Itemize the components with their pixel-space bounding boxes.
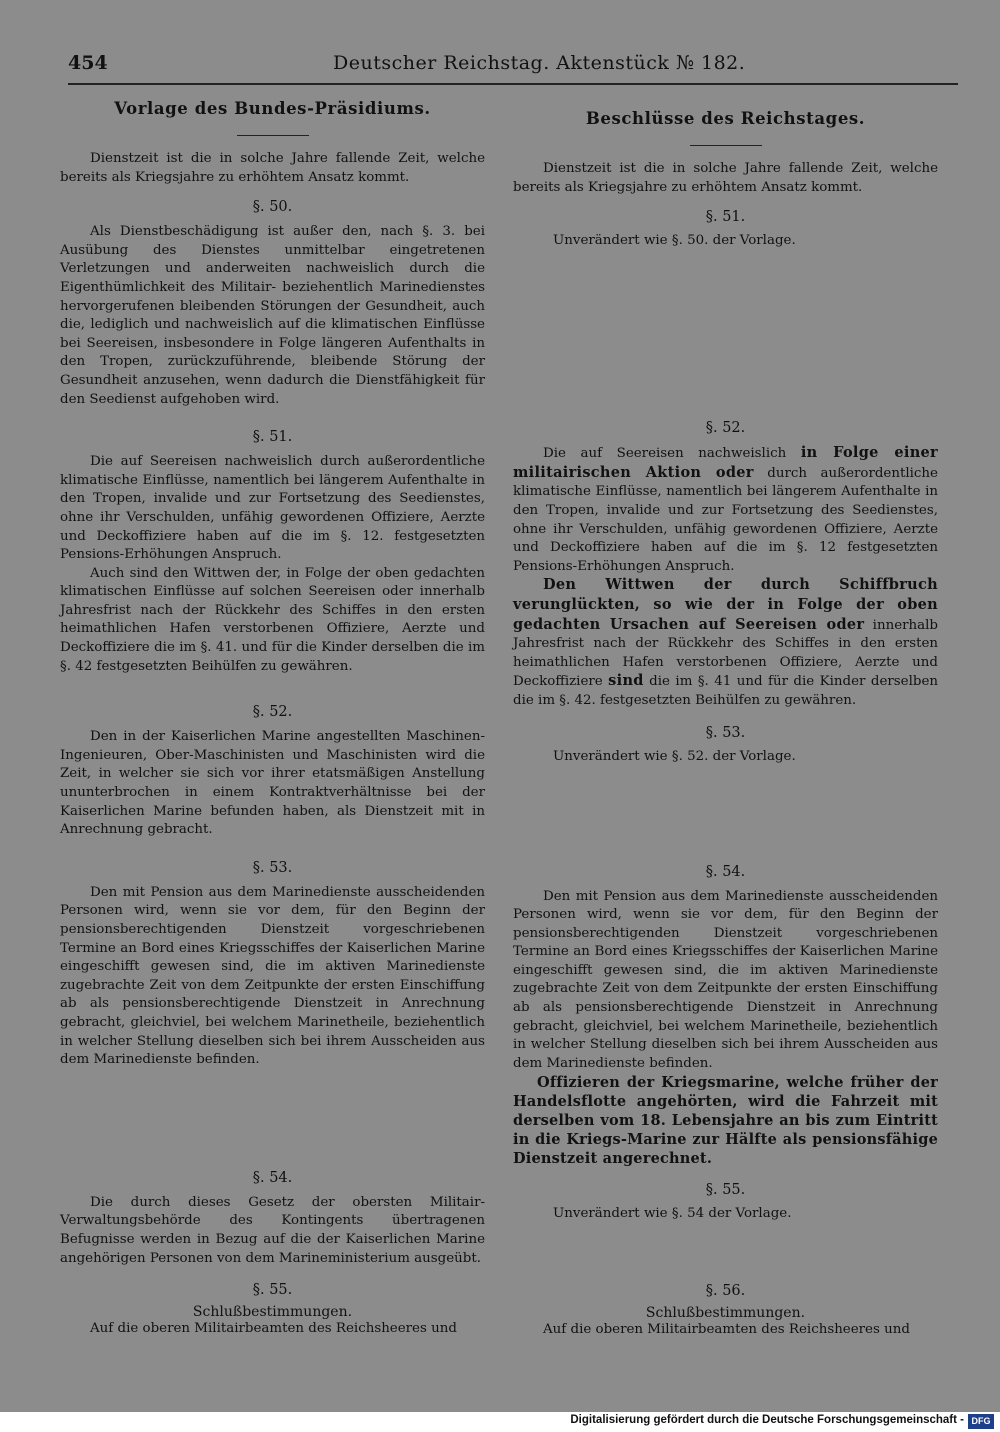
right-section-52-text-1 bbox=[513, 444, 938, 576]
right-section-51-heading: §. 51. bbox=[705, 209, 746, 226]
right-section-53-text: Unverändert wie §. 52. der Vorlage. bbox=[553, 748, 796, 764]
left-section-52-heading: §. 52. bbox=[252, 704, 293, 721]
right-section-51-text: Unverändert wie §. 50. der Vorlage. bbox=[553, 233, 796, 249]
right-section-54-amendment: Offizieren der Kriegsmarine, welche früher der Handelsflotte angehörten, wird die Fahrzeit mit derselben vom 18. Lebensjahre an bis zum Eintritt in die Kriegs-Marine zur Hälfte als pensionsfähige Dienstzeit angerechnet. bbox=[513, 1074, 938, 1168]
left-section-53-heading: §. 53. bbox=[252, 859, 293, 876]
right-section-54-heading: §. 54. bbox=[705, 863, 746, 880]
digitization-credit: Digitalisierung gefördert durch die Deutsche Forschungsgemeinschaft - bbox=[570, 1414, 964, 1426]
right-section-52-heading: §. 52. bbox=[705, 420, 746, 437]
right-s52-p1-a: Die auf Seereisen nachweislich bbox=[543, 446, 801, 462]
left-column-title: Vorlage des Bundes-Präsidiums. bbox=[114, 99, 431, 118]
right-s52-p1-bold: in Folge einer militairischen Aktion oder bbox=[513, 444, 938, 481]
right-final-text: Auf die oberen Militairbeamten des Reichsheeres und bbox=[543, 1322, 910, 1338]
left-section-50-text: Als Dienstbeschädigung ist außer den, nach §. 3. bei Ausübung des Dienstes unmittelbar eingetretenen Verletzungen und anderweiten nachweislich durch die Eigenthümlichkeit des Militair- beziehentlich Marinedienstes hervorgerufenen bleibenden Störungen der Gesundheit, auch die, lediglich und nachweislich auf die klimatischen Einflüsse bei Seereisen, insbesondere in Folge längeren Aufenthalts in den Tropen, zurückzuführende, bleibende Störung der Gesundheit anzusehen, wenn dadurch die Dienstfähigkeit für den Seedienst aufgehoben wird. bbox=[60, 224, 485, 407]
right-section-52-text-2 bbox=[513, 576, 938, 710]
right-s52-p2-bold-2: sind bbox=[608, 672, 644, 690]
right-section-55-text: Unverändert wie §. 54 der Vorlage. bbox=[553, 1206, 792, 1222]
running-head: Deutscher Reichstag. Aktenstück № 182. bbox=[333, 52, 746, 74]
left-final-text: Auf die oberen Militairbeamten des Reichsheeres und bbox=[90, 1321, 457, 1337]
right-section-56-heading: §. 56. bbox=[705, 1283, 746, 1300]
right-s52-p2-a: innerhalb Jahresfrist nach der Rückkehr des Schiffes in den ersten heimathlichen Hafen verstorbenen Offiziere, Aerzte und Deckoffiziere bbox=[513, 617, 939, 690]
header-rule bbox=[68, 83, 958, 85]
right-s52-p2-bold-1: Den Wittwen der durch Schiffbruch verunglückten, so wie der in Folge der oben gedachten Ursachen auf Seereisen oder bbox=[513, 576, 938, 633]
digitization-footer bbox=[0, 1412, 1000, 1432]
right-final-heading: Schlußbestimmungen. bbox=[645, 1305, 806, 1322]
left-section-50-heading: §. 50. bbox=[252, 199, 293, 216]
left-final-heading: Schlußbestimmungen. bbox=[192, 1304, 353, 1321]
right-s52-p2-b: die im §. 41 und für die Kinder derselben die im §. 42. festgesetzten Beihülfen zu gewähren. bbox=[513, 674, 938, 708]
left-section-54-heading: §. 54. bbox=[252, 1169, 293, 1186]
right-column bbox=[513, 95, 938, 1340]
left-section-51-text-1: Die auf Seereisen nachweislich durch außerordentliche klimatische Einflüsse, namentlich bei längerem Aufenthalte in den Tropen, invalide und zur Fortsetzung des Seedienstes, ohne ihr Verschulden, unfähig gewordenen Offiziere, Aerzte und Deckoffiziere haben auf die im §. 12. festgesetzten Pensions-Erhöhungen Anspruch. bbox=[60, 454, 485, 563]
left-section-51-heading: §. 51. bbox=[252, 429, 293, 446]
right-section-54-text: Den mit Pension aus dem Marinedienste ausscheidenden Personen wird, wenn sie vor dem, für den Beginn der pensionsberechtigenden Dienstzeit vorgeschriebenen Termine an Bord eines Kriegsschiffes der Kaiserlichen Marine eingeschifft gewesen sind, die im aktiven Marinedienste zugebrachte Zeit von dem Zeitpunkte der ersten Einschiffung ab als pensionsberechtigende Dienstzeit in Anrechnung gebracht, gleichviel, bei welchem Marinetheile, beziehentlich in welcher Stellung dieselben sich bei ihrem Ausscheiden aus dem Marinedienste befinden. bbox=[513, 888, 938, 1071]
title-rule bbox=[237, 135, 309, 136]
right-column-title: Beschlüsse des Reichstages. bbox=[585, 109, 866, 128]
right-section-53-heading: §. 53. bbox=[705, 724, 746, 741]
right-intro: Dienstzeit ist die in solche Jahre fallende Zeit, welche bereits als Kriegsjahre zu erhöhtem Ansatz kommt. bbox=[513, 161, 938, 195]
left-column bbox=[60, 95, 485, 1339]
dfg-logo: DFG bbox=[968, 1414, 994, 1429]
page-header bbox=[68, 52, 958, 82]
left-section-53-text: Den mit Pension aus dem Marinedienste ausscheidenden Personen wird, wenn sie vor dem, für den Beginn der pensionsberechtigenden Dienstzeit vorgeschriebenen Termine an Bord eines Kriegsschiffes der Kaiserlichen Marine eingeschifft gewesen sind, die im aktiven Marinedienste zugebrachte Zeit von dem Zeitpunkte der ersten Einschiffung ab als pensionsberechtigende Dienstzeit in Anrechnung gebracht, gleichviel, bei welchem Marinetheile, beziehentlich in welcher Stellung dieselben sich bei ihrem Ausscheiden aus dem Marinedienste befinden. bbox=[60, 884, 485, 1068]
left-intro: Dienstzeit ist die in solche Jahre fallende Zeit, welche bereits als Kriegsjahre zu erhöhtem Ansatz kommt. bbox=[60, 151, 485, 185]
left-section-51-text-2: Auch sind den Wittwen der, in Folge der oben gedachten klimatischen Einflüsse auf solchen Seereisen oder innerhalb Jahresfrist nach der Rückkehr des Schiffes in den ersten heimathlichen Hafen verstorbenen Offiziere, Aerzte und Deckoffiziere die im §. 41. und für die Kinder derselben die im §. 42 festgesetzten Beihülfen zu gewähren. bbox=[60, 565, 485, 674]
page-number: 454 bbox=[68, 52, 108, 74]
left-section-52-text: Den in der Kaiserlichen Marine angestellten Maschinen-Ingenieuren, Ober-Maschinisten und Maschinisten wird die Zeit, in welcher sie sich vor ihrer etatsmäßigen Anstellung ununterbrochen in einem Kontraktverhältnisse bei der Kaiserlichen Marine befunden haben, als Dienstzeit mit in Anrechnung gebracht. bbox=[60, 729, 485, 838]
title-rule bbox=[690, 145, 762, 146]
left-section-55-heading: §. 55. bbox=[252, 1282, 293, 1299]
right-section-55-heading: §. 55. bbox=[705, 1182, 746, 1199]
left-section-54-text: Die durch dieses Gesetz der obersten Militair-Verwaltungsbehörde des Kontingents übertragenen Befugnisse werden in Bezug auf die der Kaiserlichen Marine angehörigen Personen von dem Marineministerium ausgeübt. bbox=[60, 1194, 485, 1266]
right-s52-p1-b: durch außerordentliche klimatische Einflüsse, namentlich bei längerem Aufenthalte in den Tropen, invalide und zur Fortsetzung des Seedienstes, ohne ihr Verschulden, unfähig gewordenen Offiziere, Aerzte und Deckoffiziere haben auf die im §. 12 festgesetzten Pensions-Erhöhungen Anspruch. bbox=[513, 465, 938, 574]
